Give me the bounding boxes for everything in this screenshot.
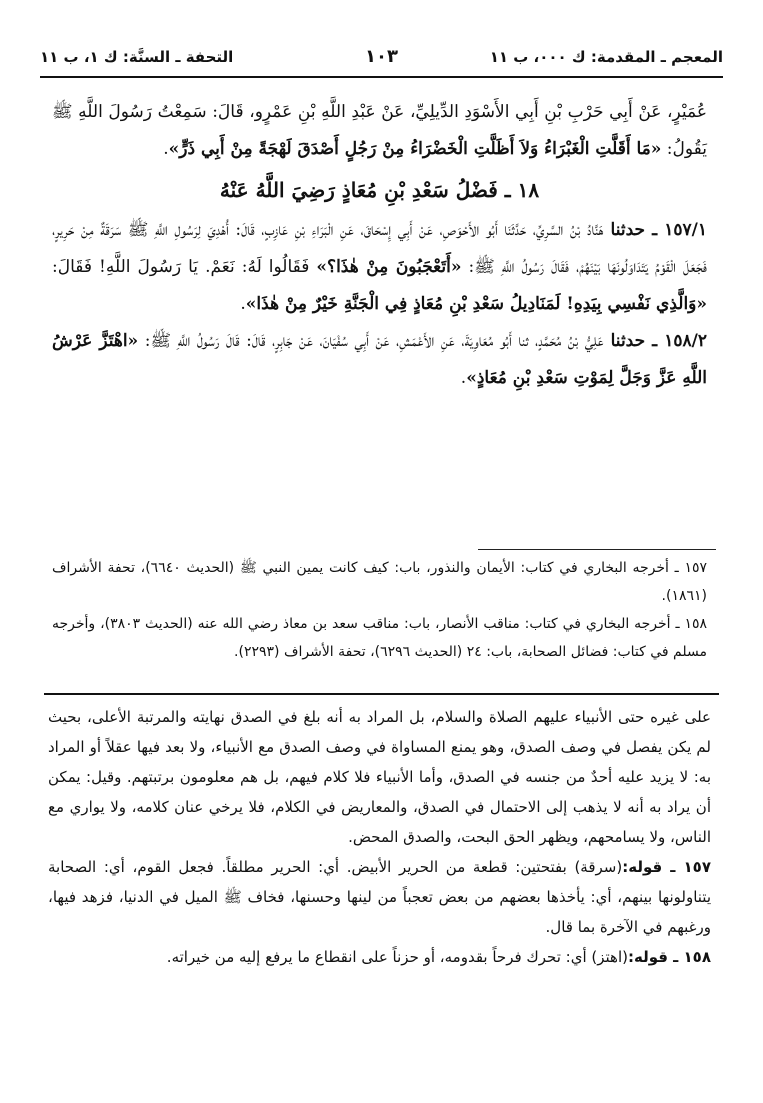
header-right-reference: المعجم ـ المقدمة: ك ٠٠٠، ب ١١ (489, 48, 723, 66)
takhrij-158: ١٥٨ ـ أخرجه البخاري في كتاب: مناقب الأنصار، باب: مناقب سعد بن معاذ رضي الله عنه (الحديث ٣٨٠٣)، وأخرجه مسلم في كتاب: فضائل الصحابة، باب: ٢٤ (الحديث ٦٢٩٦)، تحفة الأشراف (٢٢٩٣). (52, 616, 707, 660)
commentary-separator (44, 693, 719, 695)
takhrij-footnotes (52, 554, 707, 666)
commentary-157 (48, 852, 711, 942)
sentence-end: . (460, 368, 467, 388)
footnote-separator (478, 549, 716, 550)
page-number: ١٠٣ (365, 46, 398, 67)
commentary-number: ١٥٨ ـ قوله: (628, 948, 711, 966)
isnad-text: عُمَيْرٍ، عَنْ أَبِي حَرْبِ بْنِ أَبِي الأَسْوَدِ الدِّيلِيِّ، عَنْ عَبْدِ اللَّهِ بْنِ عَمْرٍو، قَالَ: سَمِعْتُ رَسُولَ اللَّهِ ﷺ يَقُولُ: (52, 102, 707, 159)
hadith-158 (52, 323, 707, 397)
hadith-continuation (52, 94, 707, 168)
commentary-text: (اهتز) أي: تحرك فرحاً بقدومه، أو حزناً على انقطاع ما يرفع إليه من خيراته. (166, 948, 628, 966)
matn-quote: «اهْتَزَّ عَرْشُ اللَّهِ عَزَّ وَجَلَّ لِمَوْتِ سَعْدِ بْنِ مُعَاذٍ» (52, 331, 707, 388)
page-header (40, 44, 723, 74)
commentary-number: ١٥٧ ـ قوله: (622, 858, 711, 876)
hadith-number: ١٥٧/١ ـ حدثنا (603, 220, 707, 240)
header-left-reference: التحفة ـ السنَّة: ك ١، ب ١١ (40, 48, 234, 66)
hadith-157 (52, 212, 707, 323)
hadith-text (52, 94, 707, 397)
header-rule (40, 76, 723, 78)
isnad-text: فَقَالُوا لَهُ: نَعَمْ. يَا رَسُولَ اللَّهِ! فَقَالَ: (52, 257, 317, 277)
isnad-text: عَلِيُّ بْنُ مُحَمَّدٍ، ثنا أَبُو مُعَاوِيَةَ، عَنِ الأَعْمَشِ، عَنْ أَبِي سُفْيَانَ، عَنْ جَابِرٍ، قَالَ: قَالَ رَسُولُ اللَّهِ ﷺ: (138, 331, 604, 351)
takhrij-157: ١٥٧ ـ أخرجه البخاري في كتاب: الأيمان والنذور، باب: كيف كانت يمين النبي ﷺ (الحديث ٦٦٤٠)، تحفة الأشراف (١٨٦١). (52, 560, 707, 604)
hadith-number: ١٥٨/٢ ـ حدثنا (603, 331, 707, 351)
commentary-158 (48, 942, 711, 972)
isnad-text: هَنَّادُ بْنُ السَّرِيِّ، حَدَّثَنَا أَبُو الأَحْوَصِ، عَنْ أَبِي إِسْحَاقَ، عَنِ الْبَرَاءِ بْنِ عَازِبٍ، قَالَ: أُهْدِيَ لِرَسُولِ اللَّهِ ﷺ سَرَقَةٌ مِنْ حَرِيرٍ، فَجَعَلَ الْقَوْمُ يَتَدَاوَلُونَهَا بَيْنَهُمْ، فَقَالَ رَسُولُ اللَّهِ ﷺ: (52, 220, 707, 277)
matn-quote: «وَالَّذِي نَفْسِي بِيَدِهِ! لَمَنَادِيلُ سَعْدِ بْنِ مُعَاذٍ فِي الْجَنَّةِ خَيْرٌ مِنْ هٰذَا» (245, 294, 707, 314)
sentence-end: . (163, 139, 169, 159)
commentary-text: (سرقة) بفتحتين: قطعة من الحرير الأبيض. أي: الحرير مطلقاً. فجعل القوم، أي: الصحابة يتناولونها بينهم، أي: يأخذها بعضهم من بعض تعجباً من لينها وحسنها، فخاف ﷺ الميل في الدنيا، فزهد فيها، ورغبهم في الآخرة بما قال. (48, 858, 711, 936)
matn-quote: «أَتَعْجَبُونَ مِنْ هٰذَا؟» (316, 257, 462, 277)
commentary-continuation: على غيره حتى الأنبياء عليهم الصلاة والسلام، بل المراد به أنه بلغ في الصدق نهايته والمرتبة الأعلى، بحيث لم يكن يفصل في وصف الصدق، وهو يمنع المساواة في وصف الصدق مع الأنبياء، ولا بعد فيها عقلاً أو المراد به: لا يزيد عليه أحدٌ من جنسه في الصدق، وأما الأنبياء فلا كلام فيهم، بل هم معلومون برتبتهم. وقيل: يمكن أن يراد به أنه لا يذهب إلى الاحتمال في الصدق، والمعاريض في الكلام، فلا يرخي عنان كلامه، ولا يواري مع الناس، ولا يسامحهم، ويظهر الحق البحت، والصدق المحض. (48, 708, 711, 846)
sentence-end: . (240, 294, 246, 314)
commentary (48, 702, 711, 972)
matn-quote: «مَا أَقَلَّتِ الْغَبْرَاءُ وَلاَ أَظَلَّتِ الْخَضْرَاءُ مِنْ رَجُلٍ أَصْدَقَ لَهْجَةً مِنْ أَبِي ذَرٍّ» (168, 139, 662, 159)
section-heading: ١٨ ـ فَضْلُ سَعْدِ بْنِ مُعَاذٍ رَضِيَ اللَّهُ عَنْهُ (219, 178, 540, 202)
